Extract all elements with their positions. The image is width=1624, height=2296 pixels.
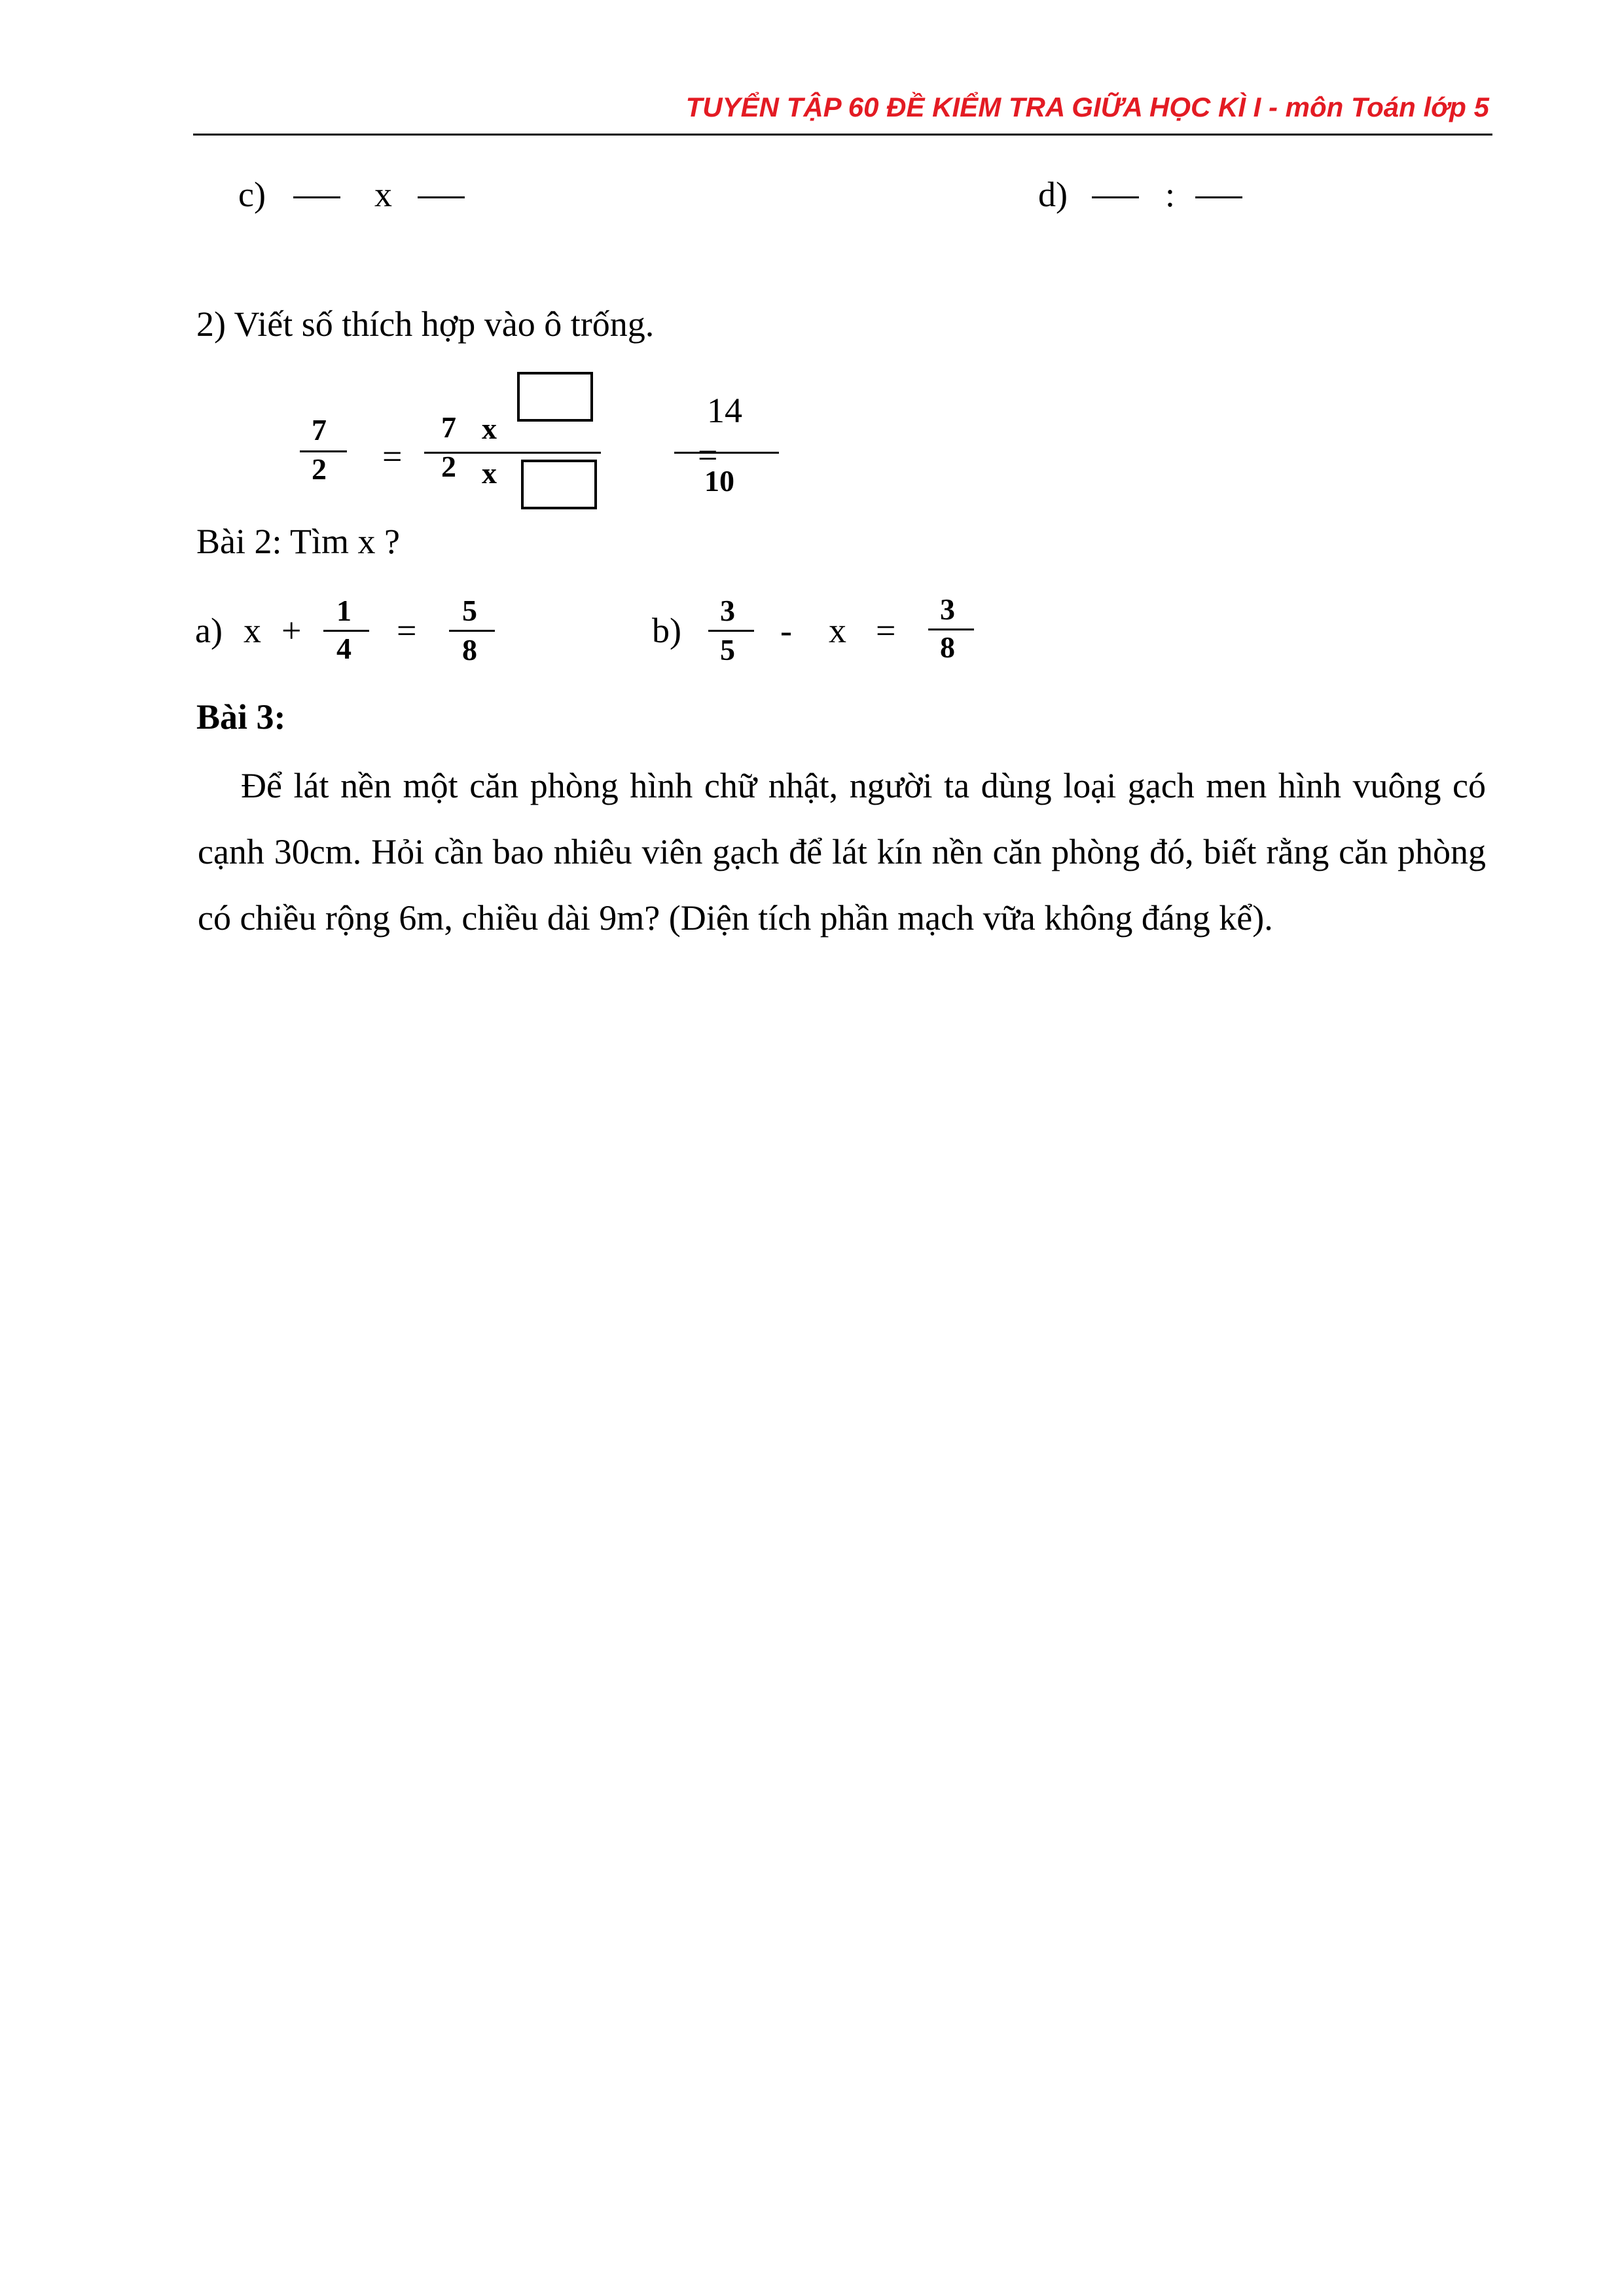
item-c-label: c)	[238, 175, 266, 214]
item-d-fraction-1	[1092, 196, 1139, 198]
bai2-b-equals: =	[876, 611, 896, 650]
item-d-label: d)	[1038, 175, 1068, 214]
bai-3-body: Để lát nền một căn phòng hình chữ nhật, người ta dùng loại gạch men hình vuông có cạnh 30cm. Hỏi cần bao nhiêu viên gạch để lát kín nền căn phòng đó, biết rằng căn phòng có chiều rộng 6m, chiều dài 9m? (Diện tích phần mạch vữa không đáng kể).	[198, 766, 1486, 938]
q2-frac3-numerator: 14	[707, 391, 742, 430]
bai2-a-frac2-numerator: 5	[462, 594, 477, 627]
q2-frac3-bar	[674, 452, 779, 454]
item-d-fraction-2	[1195, 196, 1242, 198]
bai2-b-operator: -	[780, 611, 792, 650]
bai2-b-label: b)	[652, 611, 681, 650]
bai2-b-frac2-numerator: 3	[940, 592, 955, 626]
item-d-operator: :	[1165, 175, 1176, 214]
item-c-operator: x	[374, 175, 392, 214]
bai2-b-frac1-denominator: 5	[720, 633, 735, 666]
q2-frac2-denominator: 2	[441, 450, 456, 483]
bai2-a-operator: +	[281, 611, 302, 650]
bai2-b-frac1-numerator: 3	[720, 594, 735, 627]
bai2-a-frac2-bar	[449, 630, 495, 632]
bai2-b-frac1-bar	[708, 630, 754, 632]
bai2-a-variable: x	[244, 611, 261, 650]
q2-frac1-denominator: 2	[312, 452, 327, 486]
bai-2-title: Bài 2: Tìm x ?	[196, 522, 400, 561]
bai2-a-frac2-denominator: 8	[462, 633, 477, 666]
bai2-b-variable: x	[829, 611, 846, 650]
item-c-fraction-1	[293, 196, 340, 198]
q2-denominator-blank-box[interactable]	[521, 460, 597, 509]
item-c-fraction-2	[418, 196, 465, 198]
bai2-a-frac1-denominator: 4	[336, 632, 352, 665]
bai2-a-label: a)	[195, 611, 223, 650]
bai-3-title: Bài 3:	[196, 697, 286, 737]
q2-frac2-numerator: 7	[441, 410, 456, 444]
bai2-b-frac2-denominator: 8	[940, 630, 955, 664]
q2-frac2-den-operator: x	[482, 456, 497, 490]
question-2-title: 2) Viết số thích hợp vào ô trống.	[196, 304, 655, 344]
q2-frac3-denominator: 10	[704, 464, 734, 498]
bai2-a-frac1-numerator: 1	[336, 594, 352, 627]
bai2-a-equals: =	[397, 611, 417, 650]
q2-equals-1: =	[382, 437, 403, 476]
q2-frac2-num-operator: x	[482, 412, 497, 445]
header-rule	[193, 134, 1492, 136]
q2-numerator-blank-box[interactable]	[517, 372, 593, 422]
q2-frac1-numerator: 7	[312, 413, 327, 446]
page-header-title: TUYỂN TẬP 60 ĐỀ KIỂM TRA GIỮA HỌC KÌ I - môn Toán lớp 5	[685, 92, 1489, 122]
q2-equals-2: =	[698, 435, 718, 475]
